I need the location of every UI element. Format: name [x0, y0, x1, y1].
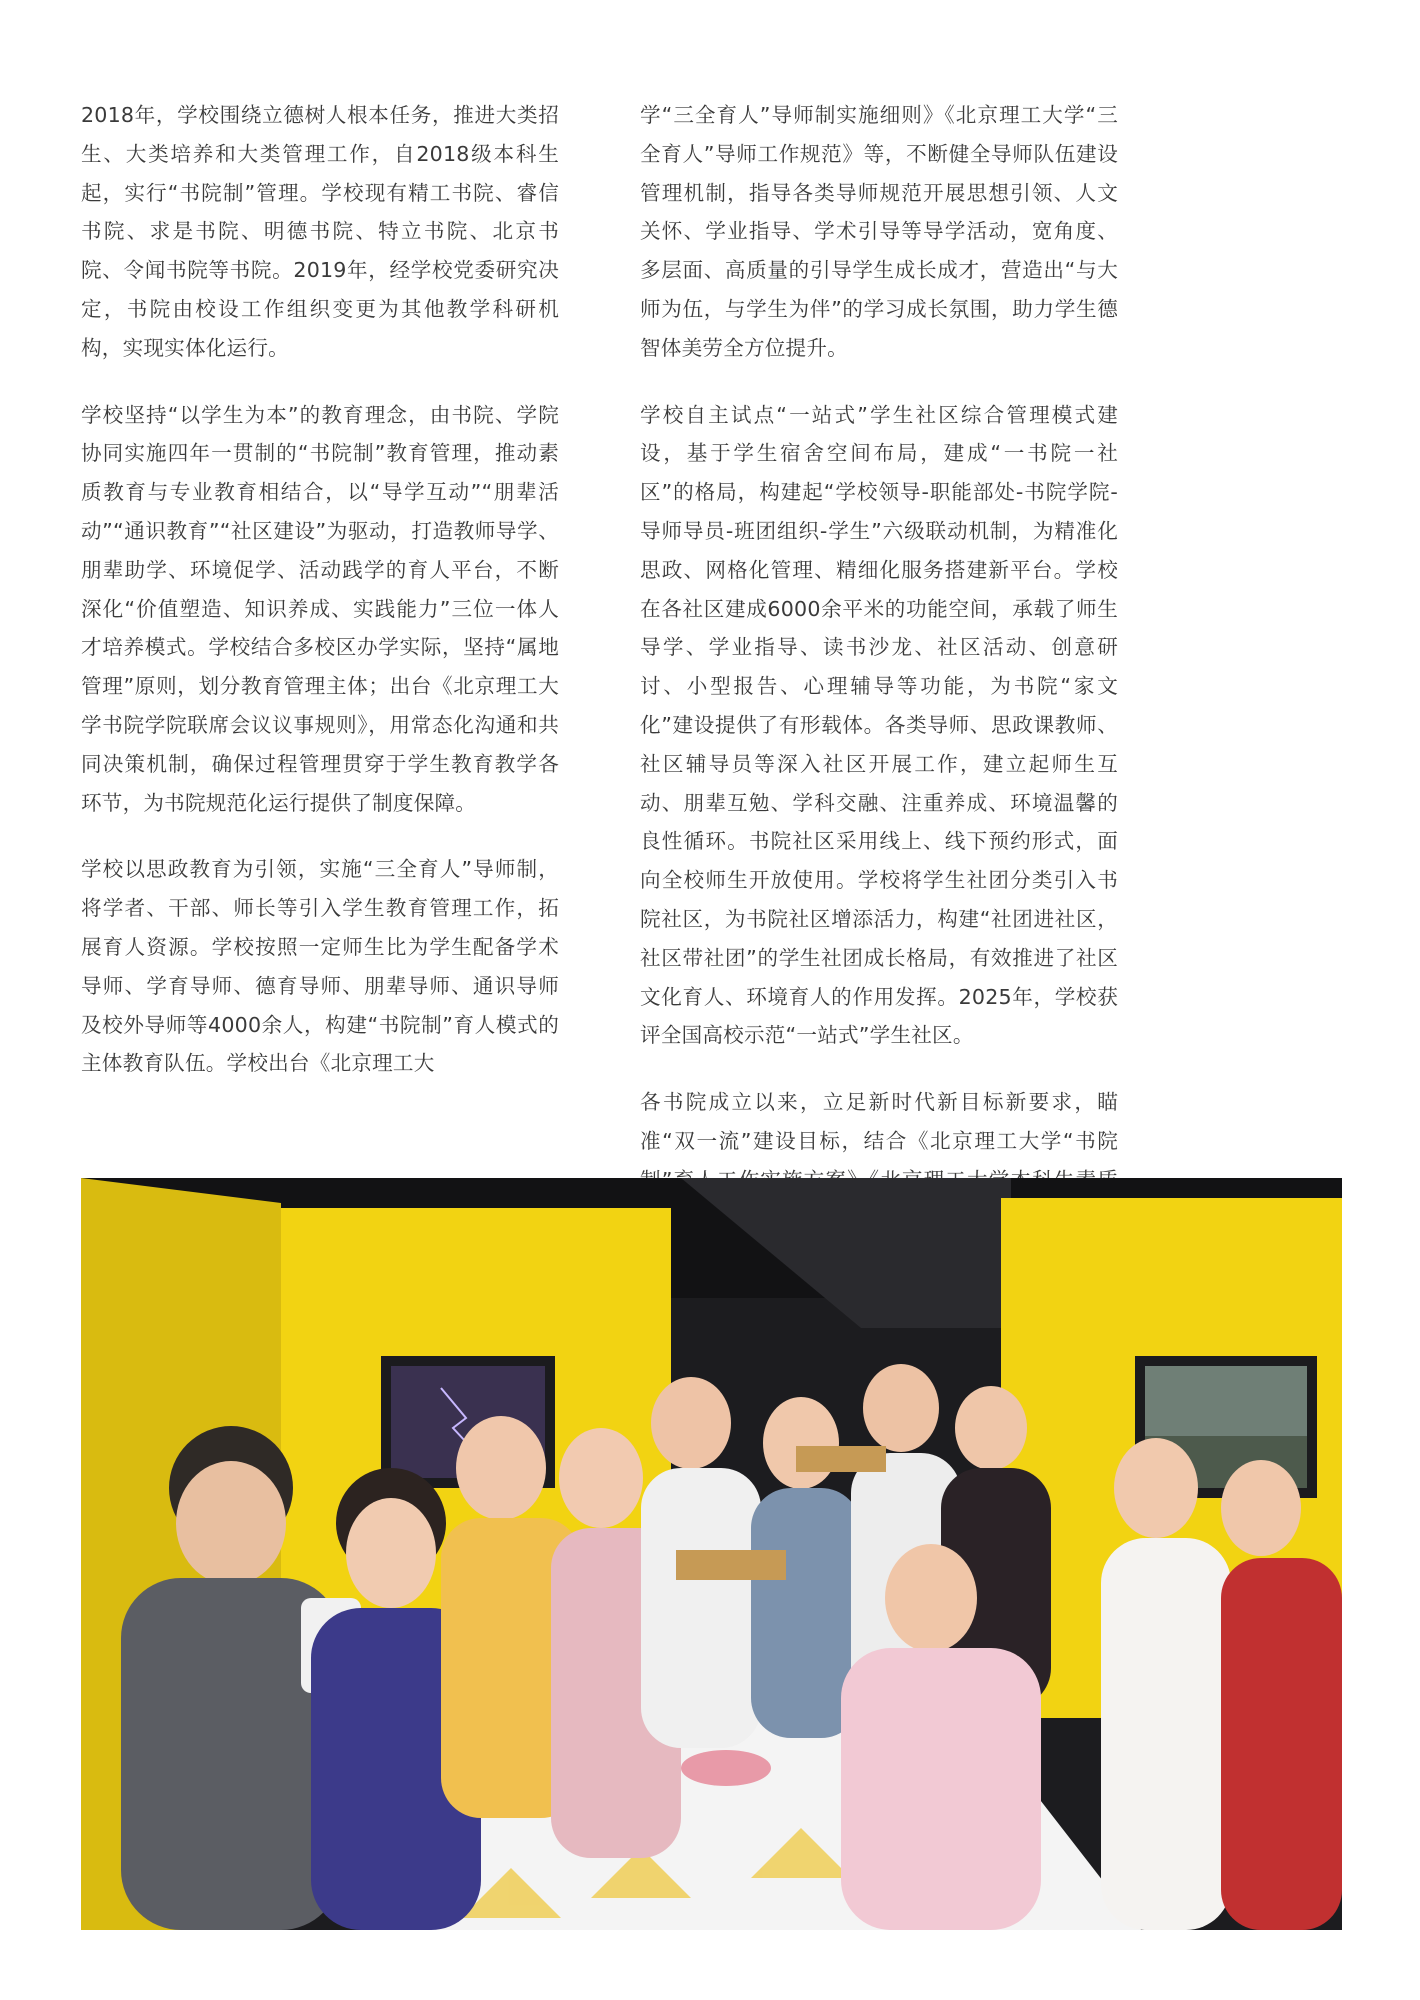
paragraph-education-concept: 学校坚持“以学生为本”的教育理念，由书院、学院协同实施四年一贯制的“书院制”教育管理，推动素质教育与专业教育相结合，以“导学互动”“朋辈活动”“通识教育”“社区建设”为驱动，打造教师导学、朋辈助学、环境促学、活动践学的育人平台，不断深化“价值塑造、知识养成、实践能力”三位一体人才培养模式。学校结合多校区办学实际，坚持“属地管理”原则，划分教育管理主体；出台《北京理工大学书院学院联席会议议事规则》，用常态化沟通和共同决策机制，确保过程管理贯穿于学生教育教学各环节，为书院规范化运行提供了制度保障。: [81, 402, 559, 815]
paragraph-academy-achievements: 各书院成立以来，立足新时代新目标新要求，瞄准“双一流”建设目标，结合《北京理工大学“书院: [640, 1090, 1118, 1153]
paragraph-academy-system: 2018年，学校围绕立德树人根本任务，推进大类招生、大类培养和大类管理工作，自2018级本科生起，实行“书院制”管理。学校现有精工书院、睿信书院、求是书院、明德书院、特立书院、北京书院、令闻书院等书院。2019年，经学校党委研究决定，书院由校设工作组织变更为其他教学科研机构，实现实体化运行。: [81, 103, 559, 360]
left-text-column: [81, 96, 559, 1111]
group-photo-illustration: [81, 1178, 1342, 1930]
paragraph-mentor-system-continued: 学“三全育人”导师制实施细则》《北京理工大学“三全育人”导师工作规范》等，不断健全导师队伍建设管理机制，指导各类导师规范开展思想引领、人文关怀、学业指导、学术引导等导学活动，宽角度、多层面、高质量的引导学生成长成才，营造出“与大师为伍，与学生为伴”的学习成长氛围，助力学生德智体美劳全方位提升。: [640, 103, 1118, 360]
group-photo: [81, 1178, 1342, 1930]
paragraph-student-community: 学校自主试点“一站式”学生社区综合管理模式建设，基于学生宿舍空间布局，建成“一书院一社区”的格局，构建起“学校领导-职能部处-书院学院-导师导员-班团组织-学生”六级联动机制，为精准化思政、网格化管理、精细化服务搭建新平台。学校在各社区建成6000余平米的功能空间，承载了师生导学、学业指导、读书沙龙、社区活动、创意研讨、小型报告、心理辅导等功能，为书院“家文化”建设提供了有形载体。各类导师、思政课教师、社区辅导员等深入社区开展工作，建立起师生互动、朋辈互勉、学科交融、注重养成、环境温馨的良性循环。书院社区采用线上、线下预约形式，面向全校师生开放使用。学校将学生社团分类引入书院社区，为书院社区增添活力，构建“社团进社区，社区带社团”的学生社团成长格局，有效推进了社区文化育人、环境育人的作用发挥。2025年，学校获评全国高校示范“一站式”学生社区。: [640, 402, 1118, 1048]
paragraph-mentor-system: 学校以思政教育为引领，实施“三全育人”导师制，将学者、干部、师长等引入学生教育管理工作，拓展育人资源。学校按照一定师生比为学生配备学术导师、学育导师、德育导师、朋辈导师、通识导师及校外导师等4000余人，构建“书院制”育人模式的主体教育队伍。学校出台《北京理工大: [81, 857, 559, 1076]
